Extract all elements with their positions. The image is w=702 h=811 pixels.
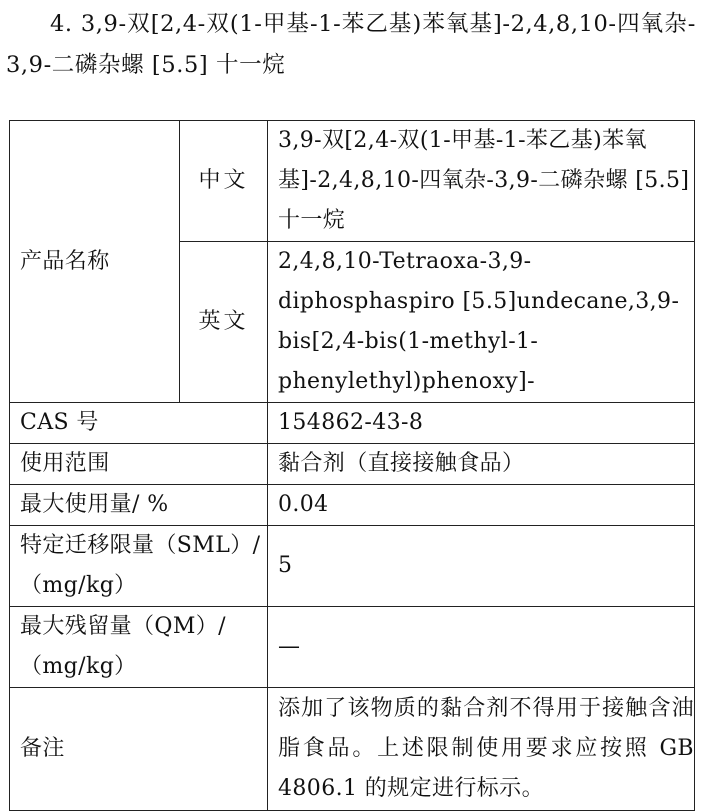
english-label: 英文	[180, 242, 268, 403]
table-row	[10, 403, 695, 444]
cas-value: 154862-43-8	[268, 403, 695, 444]
table-row	[10, 688, 695, 811]
sml-label: 特定迁移限量（SML）/（mg/kg）	[10, 526, 268, 607]
product-name-label: 产品名称	[10, 121, 180, 403]
remarks-value: 添加了该物质的黏合剂不得用于接触含油脂食品。上述限制使用要求应按照 GB 4806.1 的规定进行标示。	[268, 688, 695, 811]
scope-label: 使用范围	[10, 444, 268, 485]
cas-label: CAS 号	[10, 403, 268, 444]
sml-value: 5	[268, 526, 695, 607]
qm-value: —	[268, 607, 695, 688]
max-usage-label: 最大使用量/ %	[10, 485, 268, 526]
section-heading: 4. 3,9-双[2,4-双(1-甲基-1-苯乙基)苯氧基]-2,4,8,10-四氧杂-3,9-二磷杂螺 [5.5] 十一烷	[6, 11, 696, 78]
table-row	[10, 607, 695, 688]
table-row	[10, 485, 695, 526]
chinese-name-value: 3,9-双[2,4-双(1-甲基-1-苯乙基)苯氧基]-2,4,8,10-四氧杂-3,9-二磷杂螺 [5.5] 十一烷	[268, 121, 695, 242]
max-usage-value: 0.04	[268, 485, 695, 526]
scope-value: 黏合剂（直接接触食品）	[268, 444, 695, 485]
english-name-value: 2,4,8,10-Tetraoxa-3,9-diphosphaspiro [5.5]undecane,3,9-bis[2,4-bis(1-methyl-1-phenylethyl)phenoxy]-	[268, 242, 695, 403]
substance-spec-table	[9, 120, 695, 811]
table-row	[10, 121, 695, 242]
table-row	[10, 444, 695, 485]
table-row	[10, 526, 695, 607]
qm-label: 最大残留量（QM）/（mg/kg）	[10, 607, 268, 688]
remarks-label: 备注	[10, 688, 268, 811]
chinese-label: 中文	[180, 121, 268, 242]
